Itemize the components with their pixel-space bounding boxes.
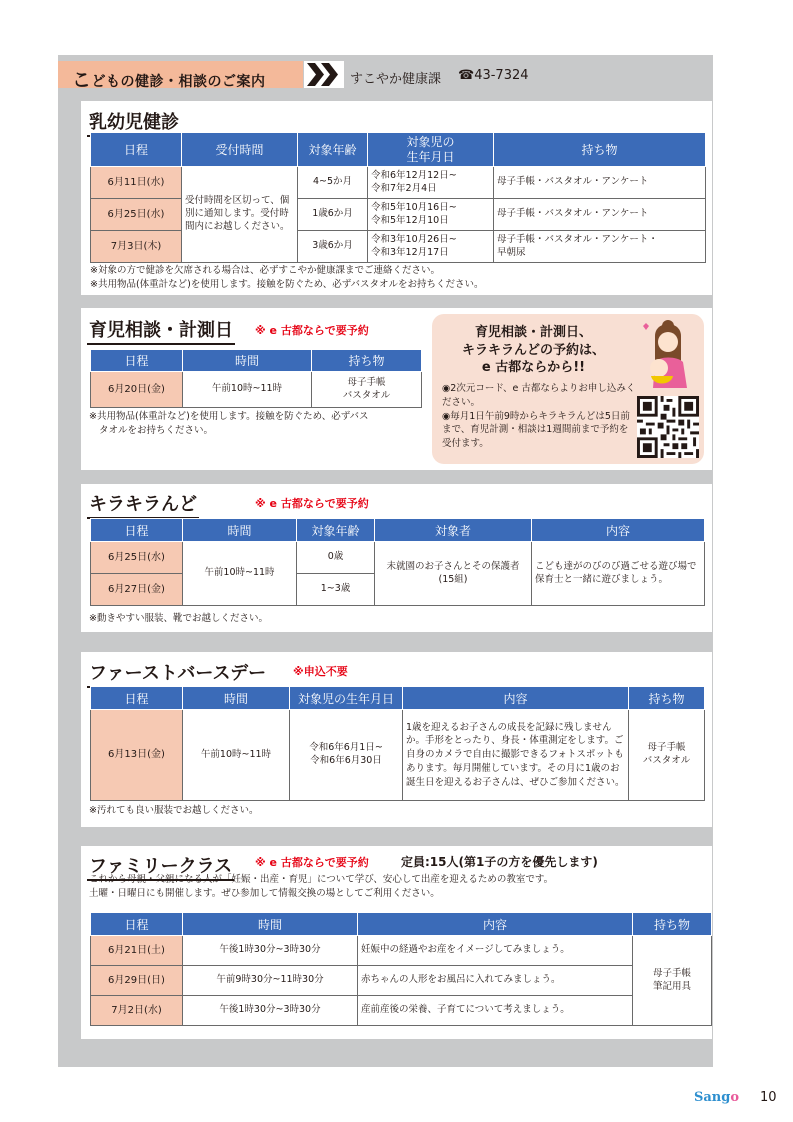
birthday-table — [90, 686, 705, 801]
content-cell: こども達がのびのび過ごせる遊び場で保育士と一緒に遊びましょう。 — [532, 542, 705, 606]
column-header: 受付時間 — [182, 133, 298, 167]
section-title: キラキラんど — [89, 490, 197, 516]
kirakira-table — [90, 518, 705, 606]
phone-number: ☎43-7324 — [458, 68, 529, 83]
column-header: 日程 — [91, 687, 183, 710]
family-intro: これから母親・父親になる人が「妊娠・出産・育児」について学び、安心して出産を迎えるための教室です。 土曜・日曜日にも開催します。ぜひ参加して情報交換の場としてご利用ください。 — [89, 874, 554, 899]
table-row — [91, 996, 712, 1026]
column-header: 対象児の 生年月日 — [368, 133, 494, 167]
section-title: ファーストバースデー — [89, 659, 266, 685]
reservation-promo — [432, 314, 704, 464]
time-cell: 午前9時30分~11時30分 — [183, 966, 358, 996]
date-cell: 6月25日(水) — [91, 542, 183, 574]
items-cell: 母子手帳・バスタオル・アンケート — [494, 167, 706, 199]
checkup-table — [90, 132, 706, 263]
section-title: 乳幼児健診 — [89, 108, 179, 134]
column-header: 時間 — [183, 687, 290, 710]
time-cell: 午後1時30分~3時30分 — [183, 936, 358, 966]
promo-body: ◉2次元コード、e 古都ならよりお申し込みください。 ◉毎月1日午前9時からキラキラんどは5日前まで、育児計測・相談は1週間前まで予約を受付ます。 — [442, 383, 636, 450]
reservation-note: ※ e 古都ならで要予約 — [255, 497, 369, 510]
table-row — [91, 542, 705, 574]
section-title: ファミリークラス — [89, 852, 232, 878]
qr-code-icon[interactable] — [637, 396, 699, 458]
time-cell: 午前10時~11時 — [183, 372, 312, 408]
page-title: こどもの健診・相談のご案内 — [72, 69, 266, 91]
age-cell: 0歳 — [297, 542, 375, 574]
family-table — [90, 912, 712, 1026]
age-cell: 1歳6か月 — [298, 199, 368, 231]
column-header: 対象年齢 — [297, 519, 375, 542]
table-row — [91, 372, 422, 408]
date-cell: 7月2日(水) — [91, 996, 183, 1026]
section-title: 育児相談・計測日 — [89, 316, 233, 342]
table-row — [91, 966, 712, 996]
target-cell: 未就園のお子さんとその保護者 (15組) — [375, 542, 532, 606]
checkup-panel — [81, 101, 712, 295]
date-cell: 6月13日(金) — [91, 710, 183, 801]
age-cell: 1~3歳 — [297, 574, 375, 606]
promo-heading: 育児相談・計測日、 キラキラんどの予約は、 e 古都ならから!! — [461, 325, 605, 376]
birth-cell: 令和5年10月16日~ 令和5年12月10日 — [368, 199, 494, 231]
content-cell: 赤ちゃんの人形をお風呂に入れてみましょう。 — [358, 966, 633, 996]
items-cell: 母子手帳 筆記用具 — [633, 936, 712, 1026]
birth-cell: 令和6年6月1日~ 令和6年6月30日 — [290, 710, 403, 801]
column-header: 持ち物 — [629, 687, 705, 710]
birthday-footnote: ※汚れても良い服装でお越しください。 — [89, 805, 259, 816]
birth-cell: 令和6年12月12日~ 令和7年2月4日 — [368, 167, 494, 199]
mother-and-baby-icon — [637, 318, 697, 388]
date-cell: 6月11日(水) — [91, 167, 182, 199]
capacity-note: 定員:15人(第1子の方を優先します) — [401, 855, 598, 869]
no-application-note: ※申込不要 — [293, 665, 348, 678]
time-cell: 午後1時30分~3時30分 — [183, 996, 358, 1026]
column-header: 時間 — [183, 519, 297, 542]
kirakira-footnote: ※動きやすい服装、靴でお越しください。 — [89, 613, 268, 624]
table-row — [91, 936, 712, 966]
table-row — [91, 710, 705, 801]
time-cell: 午前10時~11時 — [183, 542, 297, 606]
birth-cell: 令和3年10月26日~ 令和3年12月17日 — [368, 231, 494, 263]
checkup-notes: ※対象の方で健診を欠席される場合は、必ずすこやか健康課までご連絡ください。 ※共用物品(体重計など)を使用します。接触を防ぐため、必ずバスタオルをお持ちください。 — [90, 265, 484, 290]
reception-cell: 受付時間を区切って、個別に通知します。受付時間内にお越しください。 — [182, 167, 298, 263]
column-header: 日程 — [91, 519, 183, 542]
items-cell: 母子手帳 バスタオル — [312, 372, 422, 408]
page-number: 10 — [760, 1090, 777, 1105]
date-cell: 6月29日(日) — [91, 966, 183, 996]
column-header: 持ち物 — [312, 350, 422, 372]
items-cell: 母子手帳・バスタオル・アンケート・ 早朝尿 — [494, 231, 706, 263]
birthday-panel — [81, 652, 712, 827]
consult-footnote: ※共用物品(体重計など)を使用します。接触を防ぐため、必ずバス タオルをお持ちください。 — [89, 411, 369, 436]
date-cell: 6月25日(水) — [91, 199, 182, 231]
age-cell: 4~5か月 — [298, 167, 368, 199]
content-cell: 1歳を迎えるお子さんの成長を記録に残しませんか。手形をとったり、身長・体重測定をします。ご自身のカメラで自由に撮影できるフォトスポットもあります。毎月開催しています。その月に1歳のお誕生日を迎えるお子さんは、ぜひご参加ください。 — [403, 710, 629, 801]
date-cell: 7月3日(木) — [91, 231, 182, 263]
column-header: 時間 — [183, 913, 358, 936]
reservation-note: ※ e 古都ならで要予約 — [255, 324, 369, 337]
column-header: 内容 — [358, 913, 633, 936]
column-header: 内容 — [403, 687, 629, 710]
date-cell: 6月20日(金) — [91, 372, 183, 408]
time-cell: 午前10時~11時 — [183, 710, 290, 801]
kirakira-panel — [81, 484, 712, 632]
reservation-note: ※ e 古都ならで要予約 — [255, 856, 369, 869]
date-cell: 6月27日(金) — [91, 574, 183, 606]
date-cell: 6月21日(土) — [91, 936, 183, 966]
column-header: 持ち物 — [494, 133, 706, 167]
family-panel — [81, 846, 712, 1039]
column-header: 対象者 — [375, 519, 532, 542]
double-chevron-icon — [304, 61, 344, 88]
content-cell: 妊娠中の経過やお産をイメージしてみましょう。 — [358, 936, 633, 966]
page-header — [58, 55, 713, 89]
column-header: 内容 — [532, 519, 705, 542]
column-header: 対象年齢 — [298, 133, 368, 167]
content-cell: 産前産後の栄養、子育てについて考えましょう。 — [358, 996, 633, 1026]
age-cell: 3歳6か月 — [298, 231, 368, 263]
items-cell: 母子手帳 バスタオル — [629, 710, 705, 801]
column-header: 日程 — [91, 133, 182, 167]
column-header: 持ち物 — [633, 913, 712, 936]
department-name: すこやか健康課 — [350, 72, 442, 87]
sango-logo: Sango — [694, 1090, 740, 1105]
table-row — [91, 167, 706, 199]
column-header: 日程 — [91, 913, 183, 936]
column-header: 対象児の生年月日 — [290, 687, 403, 710]
column-header: 時間 — [183, 350, 312, 372]
column-header: 日程 — [91, 350, 183, 372]
consult-table — [90, 349, 422, 408]
items-cell: 母子手帳・バスタオル・アンケート — [494, 199, 706, 231]
